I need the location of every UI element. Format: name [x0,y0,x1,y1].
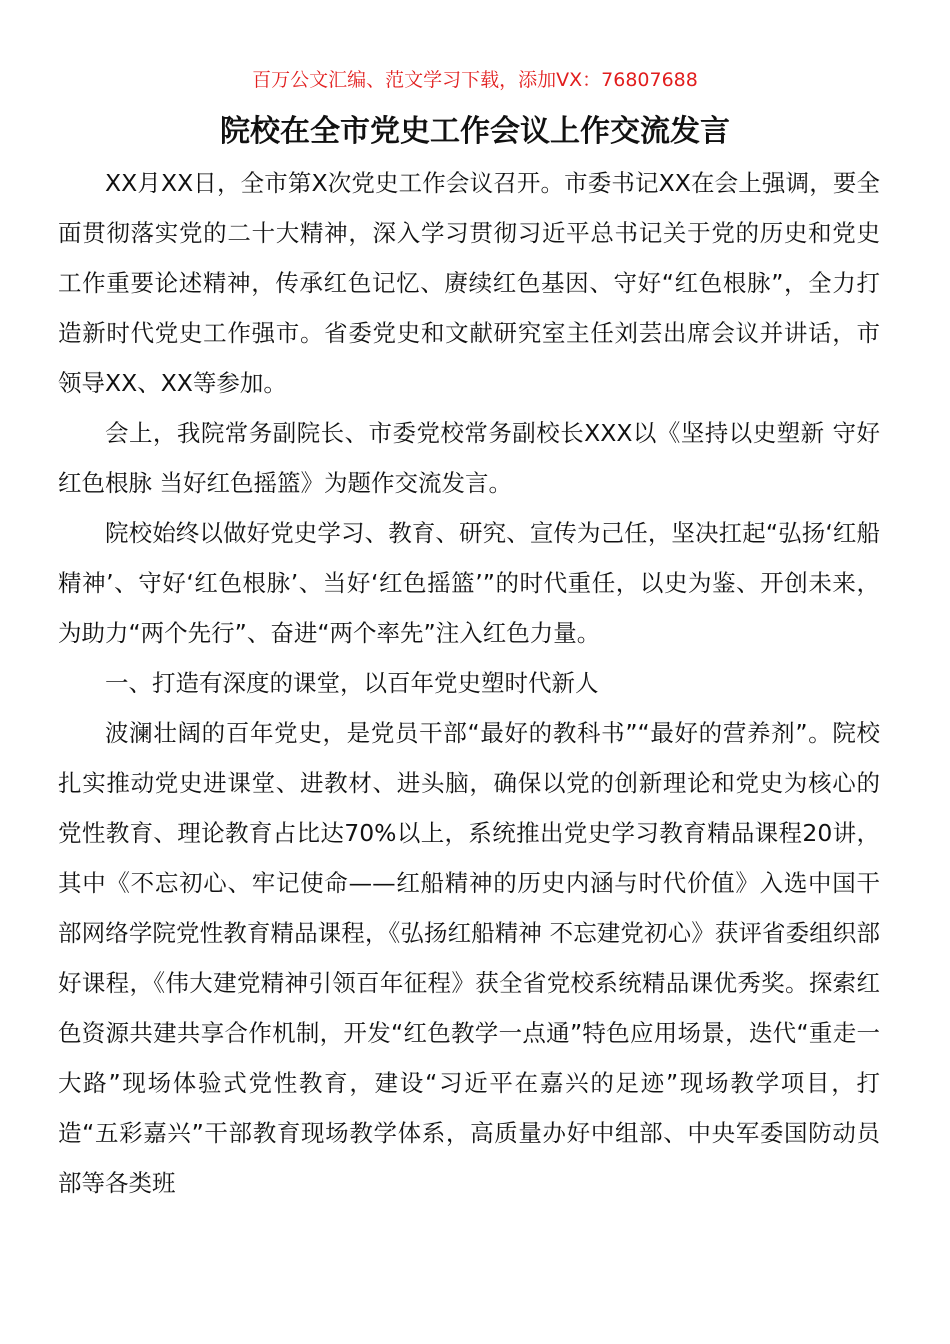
document-title: 院校在全市党史工作会议上作交流发言 [220,114,730,149]
paragraph-speech: 会上，我院常务副院长、市委党校常务副校长XXX以《坚持以史塑新 守好红色根脉 当好红色摇篮》为题作交流发言。 [58,419,880,497]
promo-banner: 百万公文汇编、范文学习下载，添加VX：76807688 [252,69,698,91]
paragraph-mission: 院校始终以做好党史学习、教育、研究、宣传为己任，坚决扛起“弘扬‘红船精神’、守好‘红色根脉’、当好‘红色摇篮’”的时代重任，以史为鉴、开创未来，为助力“两个先行”、奋进“两个率先”注入红色力量。 [58,519,880,647]
paragraph-section-1: 波澜壮阔的百年党史，是党员干部“最好的教科书”“最好的营养剂”。院校扎实推动党史进课堂、进教材、进头脑，确保以党的创新理论和党史为核心的党性教育、理论教育占比达70%以上，系统推出党史学习教育精品课程20讲，其中《不忘初心、牢记使命——红船精神的历史内涵与时代价值》入选中国干部网络学院党性教育精品课程，《弘扬红船精神 不忘建党初心》获评省委组织部好课程，《伟大建党精神引领百年征程》获全省党校系统精品课优秀奖。探索红色资源共建共享合作机制，开发“红色教学一点通”特色应用场景，迭代“重走一大路”现场体验式党性教育，建设“习近平在嘉兴的足迹”现场教学项目，打造“五彩嘉兴”干部教育现场教学体系，高质量办好中组部、中央军委国防动员部等各类班 [58,719,880,1197]
document-body [58,158,880,1208]
paragraph-intro: XX月XX日，全市第X次党史工作会议召开。市委书记XX在会上强调，要全面贯彻落实党的二十大精神，深入学习贯彻习近平总书记关于党的历史和党史工作重要论述精神，传承红色记忆、赓续红色基因、守好“红色根脉”，全力打造新时代党史工作强市。省委党史和文献研究室主任刘芸出席会议并讲话，市领导XX、XX等参加。 [58,169,880,397]
section-heading-1: 一、打造有深度的课堂，以百年党史塑时代新人 [105,669,599,697]
